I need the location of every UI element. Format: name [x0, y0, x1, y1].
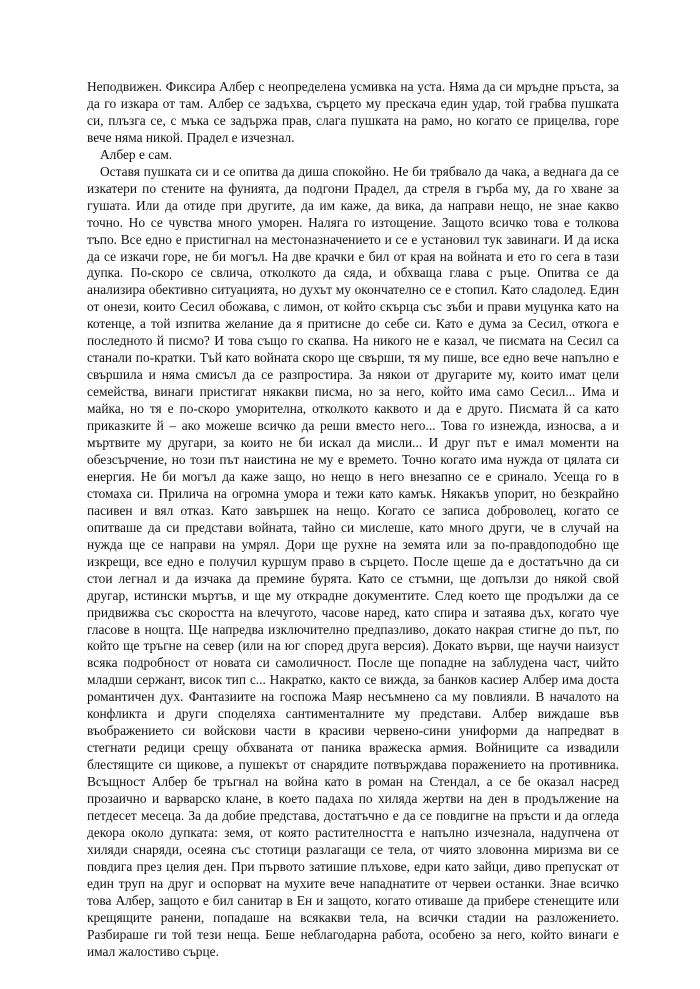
paragraph: Оставя пушката си и се опитва да диша спокойно. Не би трябвало да чака, а веднага да се изкатери по стените на фунията, да подгони Прадел, да стреля в гърба му, да го хване за гушата. Или да отиде при другите, да им каже, да вика, да направи нещо, не знае какво точно. Но се чувства много уморен. Наляга го изтощение. Защото всичко това е толкова тъпо. Все едно е пристигнал на местоназначението и се е установил тук завинаги. И да иска да се изкачи горе, не би могъл. На две крачки е бил от края на войната и ето го сега в тази дупка. По-скоро се свлича, отколкото да сяда, и обхваща глава с ръце. Опитва се да анализира обективно ситуацията, но духът му окончателно се е стопил. Като сладолед. Един от онези, които Сесил обожава, с лимон, от който скърца със зъби и прави муцунка като на котенце, а той изпитва желание да я притисне до себе си. Като е дума за Сесил, откога е последното й писмо? И това също го скапва. На никого не е казал, че писмата на Сесил са станали по-кратки. Тъй като войната скоро ще свърши, тя му пише, все едно вече напълно е свършила и няма смисъл да се разпростира. За някои от другарите му, които имат цели семейства, винаги пристигат някакви писма, но за него, който има само Сесил... Има и майка, но тя е по-скоро уморителна, отколкото каквото и да е друго. Писмата й са като приказките й – ако можеше всичко да реши вместо него... Това го изнежда, износва, а и мъртвите му другари, за които не би искал да мисли... И друг път е имал моменти на обезсърчение, но този път наистина не му е времето. Точно когато има нужда от цялата си енергия. Не би могъл да каже защо, но нещо в него внезапно се е сринало. Усеща го в стомаха си. Прилича на огромна умора и тежи като камък. Някакъв упорит, но безкрайно пасивен и вял отказ. Като завършек на нещо. Когато се записа доброволец, когато се опитваше да си представи войната, тайно си мислеше, като много други, че в случай на нужда ще се направи на умрял. Дори ще рухне на земята или за по-правдоподобно ще изкрещи, все едно е получил куршум право в сърцето. После щеше да е достатъчно да си стои легнал и да изчака да премине бурята. Като се стъмни, ще допълзи до някой свой другар, истински мъртъв, и ще му открадне документите. След което ще продължи да се придвижва със скоростта на влечугото, часове наред, като спира и затаява дъх, когато чуе гласове в нощта. Ще напредва изключително предпазливо, докато накрая стигне до път, по който ще тръгне на север (или на юг според друга версия). Докато върви, ще научи наизуст всяка подробност от новата си самоличност. После ще попадне на заблудена част, чийто младши сержант, висок тип с... Накратко, както се вижда, за банков касиер Албер има доста романтичен дух. Фантазиите на госпожа Маяр несъмнено са му повлияли. В началото на конфликта и други споделяха сантименталните му представи. Албер виждаше във въображението си войскови части в красиви червено-сини униформи да напредват в стегнати редици срещу обхваната от паника вражеска армия. Войниците са извадили блестящите си щикове, а пушекът от снарядите потвърждава поражението на противника. Всъщност Албер бе тръгнал на война като в роман на Стендал, а се бе оказал насред прозаично и варварско клане, в което падаха по хиляда жертви на ден в продължение на петдесет месеца. За да добие представа, достатъчно е да се повдигне на пръсти и да огледа декора около дупката: земя, от която растителността е напълно изчезнала, надупчена от хиляди снаряди, осеяна със стотици разлагащи се тела, от чиято зловонна миризма ви се повдига през целия ден. При първото затишие плъхове, едри като зайци, диво препускат от един труп на друг и оспорват на мухите вече нападнатите от червеи останки. Знае всичко това Албер, защото е бил санитар в Ен и защото, когато отиваше да прибере стенещите или крещящите ранени, попадаше на всякакви тела, на всички стадии на разложението. Разбираше ги той тези неща. Беше неблагодарна работа, особено за него, който винаги е имал жалостиво сърце. [87, 163, 619, 959]
document-page [87, 79, 619, 961]
paragraph: Албер е сам. [100, 146, 173, 162]
paragraph: Неподвижен. Фиксира Албер с неопределена усмивка на уста. Няма да си мръдне пръста, за да го изкара от там. Албер се задъхва, сърцето му прескача един удар, той грабва пушката си, плъзга се, с мъка се задържа прав, слага пушката на рамо, но когато се прицелва, горе вече няма никой. Прадел е изчезнал. [87, 79, 619, 145]
